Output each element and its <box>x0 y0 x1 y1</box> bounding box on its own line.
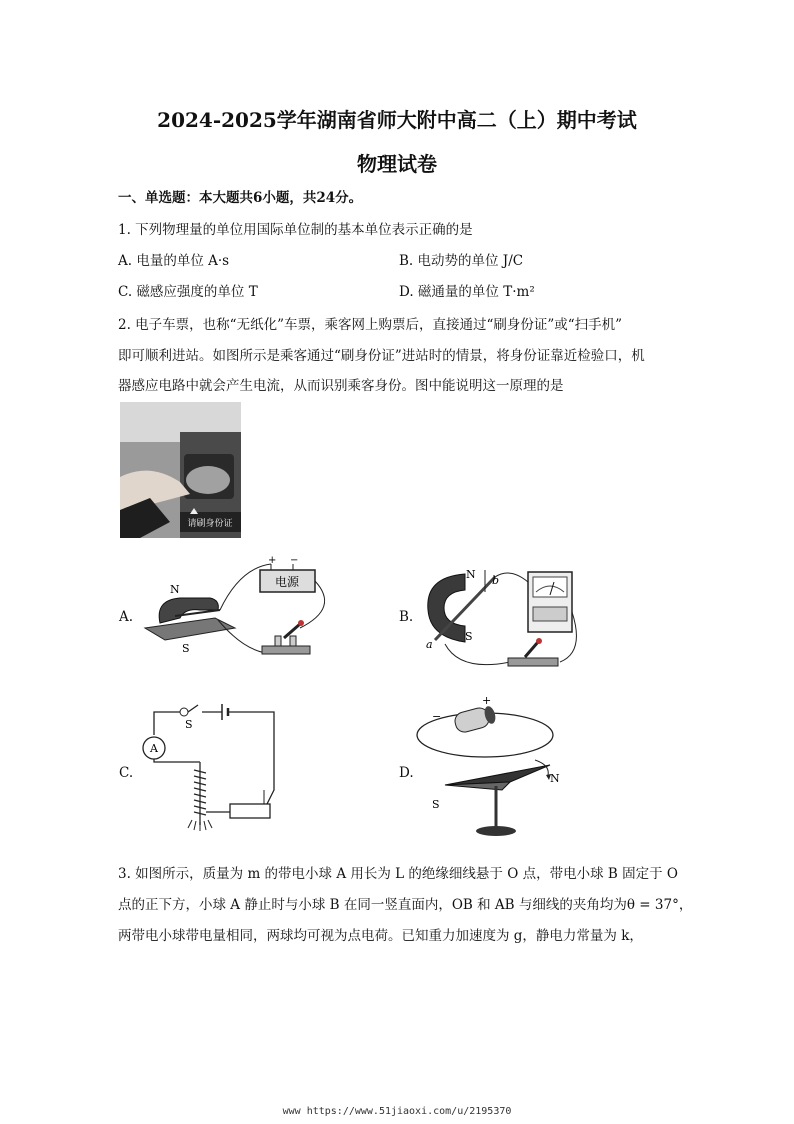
q1-option-b: B. 电动势的单位 J/C <box>399 253 524 269</box>
fig-a-s-pole: S <box>182 642 190 655</box>
figure-d-compass <box>410 690 575 840</box>
minus-sign: − <box>290 555 299 566</box>
ammeter-symbol: A <box>150 742 158 755</box>
q2-option-d-label: D. <box>399 765 414 781</box>
q1-stem: 1. 下列物理量的单位用国际单位制的基本单位表示正确的是 <box>118 222 473 238</box>
figure-a-generator <box>140 548 340 668</box>
q2-line-3: 器感应电路中就会产生电流，从而识别乘客身份。图中能说明这一原理的是 <box>118 378 564 394</box>
figure-b-galvanometer <box>420 562 580 682</box>
q2-option-a-label: A. <box>119 609 134 625</box>
q1-option-c: C. 磁感应强度的单位 T <box>118 284 258 300</box>
plus-sign: + <box>268 555 277 566</box>
q3-line-2: 点的正下方，小球 A 静止时与小球 B 在同一竖直面内，OB 和 AB 与细线的夹角均为θ = 37°， <box>118 897 693 913</box>
q2-line-1: 2. 电子车票，也称“无纸化”车票，乘客网上购票后，直接通过“刷身份证”或“扫手机” <box>118 317 623 333</box>
q3-line-1: 3. 如图所示，质量为 m 的带电小球 A 用长为 L 的绝缘细线悬于 O 点，带电小球 B 固定于 O <box>118 866 678 882</box>
fig-d-s-pole: S <box>432 798 440 811</box>
fig-d-n-pole: N <box>550 772 560 785</box>
q3-line-3: 两带电小球带电量相同，两球均可视为点电荷。已知重力加速度为 g，静电力常量为 k， <box>118 928 643 944</box>
fig-b-b-label: b <box>492 574 500 587</box>
power-label: 电源 <box>274 575 300 589</box>
source-footer: www https://www.51jiaoxi.com/u/2195370 <box>282 1106 512 1117</box>
section-heading: 一、单选题：本大题共6小题，共24分。 <box>118 190 363 206</box>
figure-c-coil-circuit <box>140 700 290 835</box>
photo-sign-text: 请刷身份证 <box>187 519 233 529</box>
q1-option-a: A. 电量的单位 A·s <box>118 253 230 269</box>
exam-title: 2024-2025学年湖南省师大附中高二（上）期中考试 <box>157 108 637 132</box>
fig-b-n-pole: N <box>466 568 476 581</box>
fig-b-a-label: a <box>426 638 433 651</box>
fig-d-minus: − <box>432 710 442 723</box>
fig-a-n-pole: N <box>170 583 180 596</box>
q1-option-d: D. 磁通量的单位 T·m² <box>399 284 535 300</box>
fig-d-plus: + <box>482 694 492 707</box>
exam-subtitle: 物理试卷 <box>357 152 437 176</box>
q2-option-c-label: C. <box>119 765 134 781</box>
q2-line-2: 即可顺利进站。如图所示是乘客通过“刷身份证”进站时的情景，将身份证靠近检验口，机 <box>118 348 645 364</box>
id-card-gate-photo <box>120 402 241 538</box>
fig-c-switch-label: S <box>185 718 193 731</box>
q2-option-b-label: B. <box>399 609 414 625</box>
fig-b-s-pole: S <box>465 630 473 643</box>
